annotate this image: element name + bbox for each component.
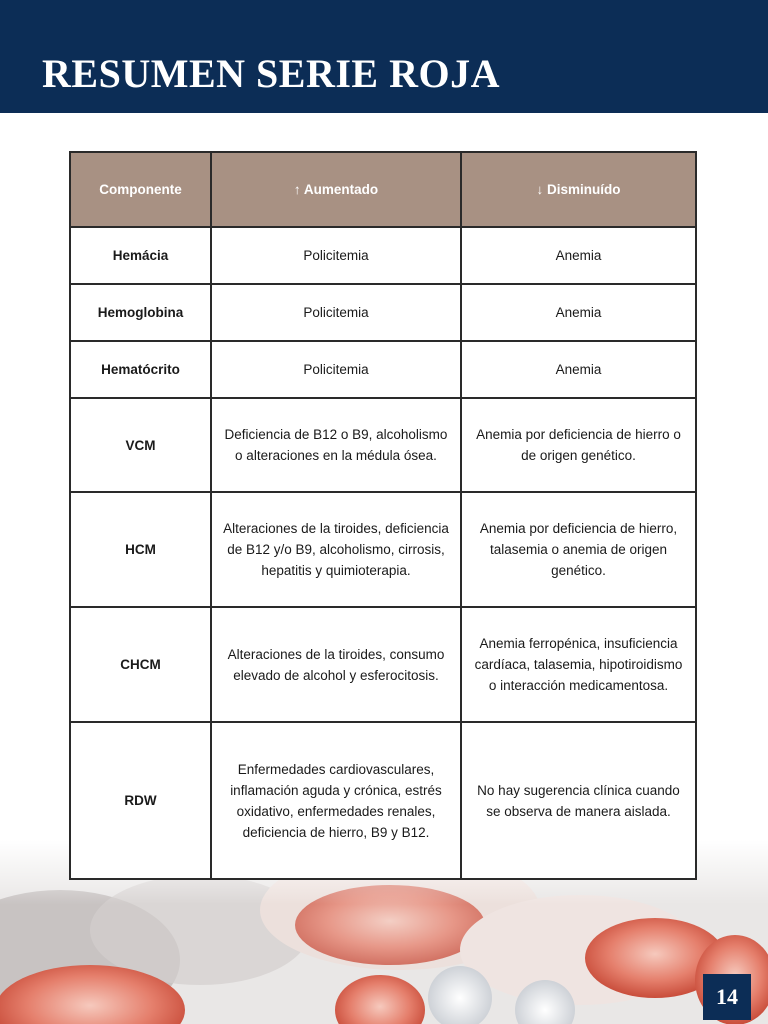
cell-increased: Policitemia	[211, 341, 461, 398]
table-row	[70, 398, 696, 492]
cell-increased: Deficiencia de B12 o B9, alcoholismo o alteraciones en la médula ósea.	[211, 398, 461, 492]
cell-increased: Policitemia	[211, 284, 461, 341]
table-row	[70, 227, 696, 284]
header-decreased: ↓ Disminuído	[461, 152, 696, 227]
table-row	[70, 722, 696, 879]
page-title: RESUMEN SERIE ROJA	[42, 51, 500, 96]
header-banner	[0, 0, 768, 113]
cell-decreased: Anemia	[461, 341, 696, 398]
cell-increased: Alteraciones de la tiroides, consumo elevado de alcohol y esferocitosis.	[211, 607, 461, 722]
cell-decreased: Anemia por deficiencia de hierro, talasemia o anemia de origen genético.	[461, 492, 696, 607]
page-number: 14	[703, 974, 751, 1020]
cell-decreased: No hay sugerencia clínica cuando se observa de manera aislada.	[461, 722, 696, 879]
cell-decreased: Anemia	[461, 284, 696, 341]
cell-increased: Policitemia	[211, 227, 461, 284]
cell-decreased: Anemia	[461, 227, 696, 284]
summary-table	[69, 151, 697, 880]
cell-component: Hemácia	[70, 227, 211, 284]
cell-component: CHCM	[70, 607, 211, 722]
table-row	[70, 492, 696, 607]
cell-component: HCM	[70, 492, 211, 607]
cell-component: RDW	[70, 722, 211, 879]
header-increased: ↑ Aumentado	[211, 152, 461, 227]
cell-increased: Alteraciones de la tiroides, deficiencia de B12 y/o B9, alcoholismo, cirrosis, hepatitis y quimioterapia.	[211, 492, 461, 607]
table-row	[70, 607, 696, 722]
cell-increased: Enfermedades cardiovasculares, inflamación aguda y crónica, estrés oxidativo, enfermedades renales, deficiencia de hierro, B9 y B12.	[211, 722, 461, 879]
cell-component: Hematócrito	[70, 341, 211, 398]
cell-decreased: Anemia ferropénica, insuficiencia cardíaca, talasemia, hipotiroidismo o interacción medicamentosa.	[461, 607, 696, 722]
cell-component: VCM	[70, 398, 211, 492]
table-header-row	[70, 152, 696, 227]
cell-component: Hemoglobina	[70, 284, 211, 341]
table-row	[70, 284, 696, 341]
cell-decreased: Anemia por deficiencia de hierro o de origen genético.	[461, 398, 696, 492]
header-component: Componente	[70, 152, 211, 227]
table-row	[70, 341, 696, 398]
